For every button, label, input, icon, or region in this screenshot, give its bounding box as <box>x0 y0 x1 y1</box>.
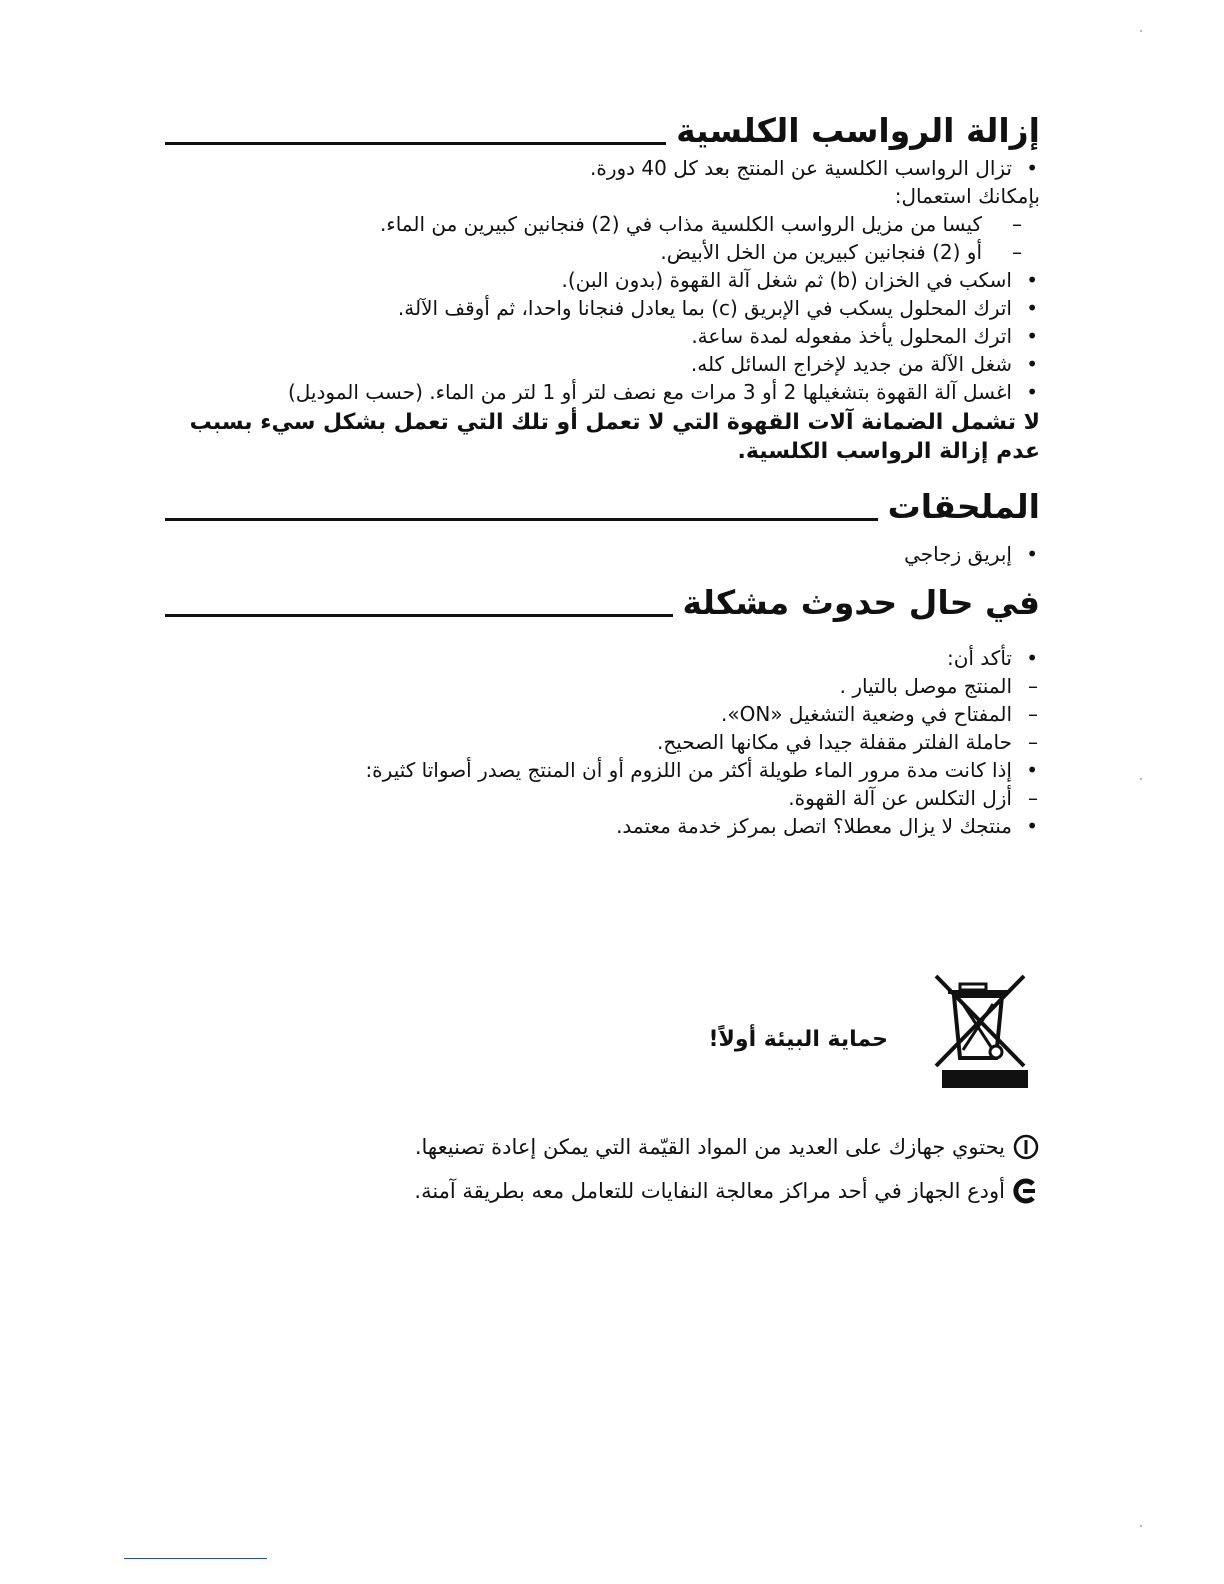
accessories-header <box>165 484 1040 530</box>
list-item <box>414 1125 1039 1169</box>
list-item: • اغسل آلة القهوة بتشغيلها 2 أو 3 مرات مع نصف لتر أو 1 لتر من الماء. (حسب الموديل) <box>287 380 1038 404</box>
recycle-c-icon <box>1013 1178 1039 1204</box>
list-item: • اسكب في الخزان (b) ثم شغل آلة القهوة (بدون البن). <box>561 268 1038 292</box>
list-item: – حاملة الفلتر مقفلة جيدا في مكانها الصحيح. <box>656 730 1038 754</box>
descaling-title: إزالة الرواسب الكلسية <box>676 111 1040 150</box>
list-item: – المفتاح في وضعية التشغيل «ON». <box>721 702 1038 726</box>
descaling-list <box>165 154 1040 406</box>
troubleshooting-list <box>165 644 1040 840</box>
scan-dot <box>1140 778 1142 780</box>
list-item: • تأكد أن: <box>946 646 1038 670</box>
list-item <box>414 1169 1039 1213</box>
info-circle-icon <box>1013 1134 1039 1160</box>
list-item: – أو (2) فنجانين كبيرين من الخل الأبيض. <box>660 240 1022 264</box>
troubleshooting-title: في حال حدوث مشكلة <box>682 583 1040 622</box>
accessories-rule <box>165 518 878 521</box>
weee-crossed-bin-icon <box>930 972 1032 1090</box>
accessories-title: الملحقات <box>887 487 1040 526</box>
list-item: • منتجك لا يزال معطلا؟ اتصل بمركز خدمة معتمد. <box>616 814 1038 838</box>
list-item: – أزل التكلس عن آلة القهوة. <box>788 786 1038 810</box>
footer-rule <box>124 1558 267 1559</box>
list-item: • شغل الآلة من جديد لإخراج السائل كله. <box>690 352 1038 376</box>
descaling-rule <box>165 142 666 145</box>
list-item: بإمكانك استعمال: <box>894 184 1040 208</box>
list-item: • تزال الرواسب الكلسية عن المنتج بعد كل 40 دورة. <box>589 156 1038 180</box>
list-item: – كيسا من مزيل الرواسب الكلسية مذاب في (2) فنجانين كبيرين من الماء. <box>379 212 1022 236</box>
troubleshooting-header <box>165 580 1040 626</box>
descaling-header <box>165 108 1040 154</box>
troubleshooting-rule <box>165 614 673 617</box>
accessories-list <box>165 540 1040 568</box>
environment-title: حماية البيئة أولاً! <box>708 1027 888 1052</box>
environment-line-2: أودع الجهاز في أحد مراكز معالجة النفايات للتعامل معه بطريقة آمنة. <box>414 1179 1005 1203</box>
list-item: • إبريق زجاجي <box>904 542 1038 566</box>
scan-dot <box>1140 1525 1142 1527</box>
environment-notes <box>414 1125 1039 1213</box>
environment-line-1: يحتوي جهازك على العديد من المواد القيّمة التي يمكن إعادة تصنيعها. <box>414 1135 1005 1159</box>
list-item: • اترك المحلول يأخذ مفعوله لمدة ساعة. <box>691 324 1038 348</box>
list-item: • إذا كانت مدة مرور الماء طويلة أكثر من اللزوم أو أن المنتج يصدر أصواتا كثيرة: <box>365 758 1038 782</box>
list-item: • اترك المحلول يسكب في الإبريق (c) بما يعادل فنجانا واحدا، ثم أوقف الآلة. <box>397 296 1038 320</box>
scan-dot <box>1140 30 1142 32</box>
list-item: – المنتج موصل بالتيار . <box>839 674 1038 698</box>
document-body <box>165 108 1040 840</box>
warranty-notice: لا تشمل الضمانة آلات القهوة التي لا تعمل أو تلك التي تعمل بشكل سيء بسبب عدم إزالة الرواسب الكلسية. <box>189 410 1040 464</box>
